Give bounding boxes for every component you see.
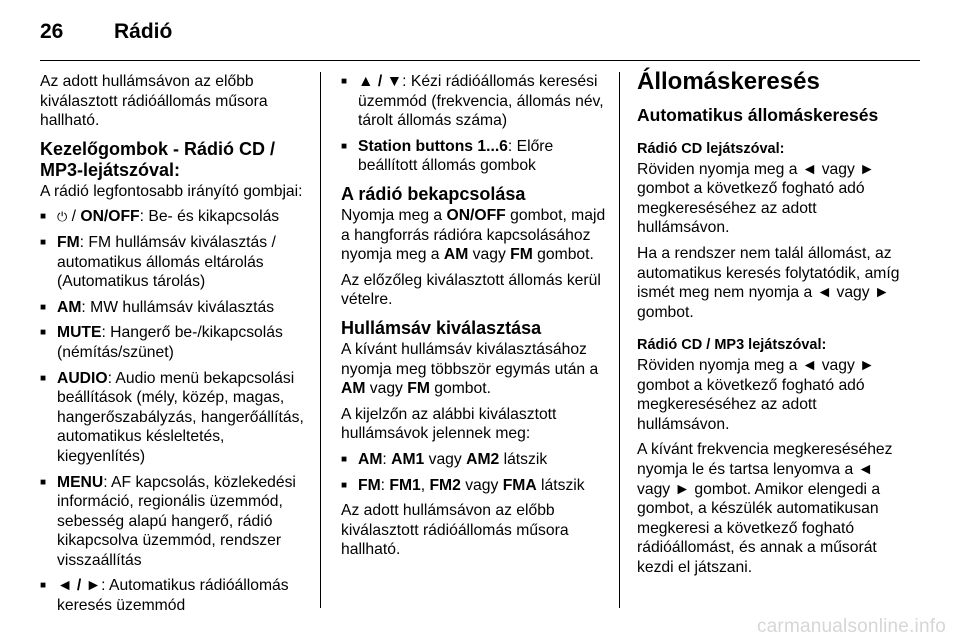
column-3 <box>637 68 909 583</box>
paragraph: Az előzőleg kiválasztott állomás kerül vételre. <box>341 271 601 309</box>
list-item-fm: ■ FM: FM hullámsáv kiválasztás / automatikus állomás eltárolás (Automatikus tárolás) <box>40 233 312 292</box>
list-item-mute: ■ MUTE: Hangerő be-/kikapcsolás (némítás/szünet) <box>40 323 312 362</box>
list-item-fm-bands: ■ FM: FM1, FM2 vagy FMA látszik <box>341 476 611 496</box>
section-heading-band-select: Hullámsáv kiválasztása <box>341 317 542 338</box>
chapter-title: Rádió <box>114 20 173 43</box>
watermark: carmanualsonline.info <box>756 616 946 637</box>
list-item-audio: ■ AUDIO: Audio menü bekapcsolási beállítások (mély, közép, magas, hangerőszabályzás, hangerőállítás, automatikus késleltetés, kiegyenlítés) <box>40 369 312 467</box>
section-heading-station-search: Állomáskeresés <box>637 68 820 95</box>
subheading-radio-cd-mp3: Rádió CD / MP3 lejátszóval: <box>637 337 827 354</box>
list-item-menu: ■ MENU: AF kapcsolás, közlekedési információ, regionális üzemmód, sebesség alapú hangerő, rádió kikapcsolva üzemmód, rendszer visszaállítás <box>40 473 312 571</box>
paragraph: A kijelzőn az alábbi kiválasztott hullámsávok jelennek meg: <box>341 405 557 443</box>
section-heading-power-on: A rádió bekapcsolása <box>341 183 526 204</box>
paragraph: A rádió legfontosabb irányító gombjai: <box>40 182 303 200</box>
list-item-am-bands: ■ AM: AM1 vagy AM2 látszik <box>341 450 611 470</box>
page-number: 26 <box>40 20 64 43</box>
column-1 <box>40 72 312 622</box>
paragraph: Ha a rendszer nem talál állomást, az automatikus keresés folytatódik, amíg ismét meg nem nyomja a ◄ vagy ► gombot. <box>637 244 900 321</box>
list-item-am: ■ AM: MW hullámsáv kiválasztás <box>40 298 312 318</box>
arrow-up-down-icon: ▲ / ▼ <box>358 73 403 90</box>
paragraph: Nyomja meg a ON/OFF gombot, majd a hangforrás rádióra kapcsolásához nyomja meg a AM vagy FM gombot. <box>341 206 606 264</box>
list-item-seek: ■ ◄ / ►: Automatikus rádióállomás keresés üzemmód <box>40 576 312 615</box>
paragraph: Röviden nyomja meg a ◄ vagy ► gombot a következő fogható adó megkereséséhez az adott hullámsávon. <box>637 160 875 237</box>
header-rule <box>40 60 920 61</box>
column-divider-2 <box>619 72 620 608</box>
list-item-station-buttons: ■ Station buttons 1...6: Előre beállított állomás gombok <box>341 137 611 176</box>
subheading-radio-cd: Rádió CD lejátszóval: <box>637 141 785 157</box>
power-icon: ⏻ <box>57 209 68 225</box>
paragraph: Az adott hullámsávon az előbb kiválasztott rádióállomás műsora hallható. <box>40 73 268 130</box>
paragraph: A kívánt hullámsáv kiválasztásához nyomja meg többször egymás után a AM vagy FM gombot. <box>341 340 599 398</box>
section-heading-controls: Kezelőgombok - Rádió CD / MP3-lejátszóval: <box>40 138 276 180</box>
paragraph: A kívánt frekvencia megkereséséhez nyomja le és tartsa lenyomva a ◄ vagy ► gombot. Amikor elengedi a gombot, a készülék automatikusan megkeresi a következő fogható rádióállomást, és annak a műsorát kezdi el játszani. <box>637 441 893 576</box>
arrow-left-right-icon: ◄ / ► <box>57 577 102 595</box>
page-header <box>40 14 172 50</box>
column-divider-1 <box>320 72 321 608</box>
subsection-heading-auto-search: Automatikus állomáskeresés <box>637 105 879 125</box>
list-item-manual-tune: ■ ▲ / ▼: Kézi rádióállomás keresési üzemmód (frekvencia, állomás név, tárolt állomás száma) <box>341 72 611 131</box>
paragraph: Az adott hullámsávon az előbb kiválasztott rádióállomás műsora hallható. <box>341 502 569 559</box>
paragraph: Röviden nyomja meg a ◄ vagy ► gombot a következő fogható adó megkereséséhez az adott hullámsávon. <box>637 356 875 433</box>
column-2 <box>341 72 611 566</box>
list-item-power: ■ ⏻ / ON/OFF: Be- és kikapcsolás <box>40 207 312 227</box>
